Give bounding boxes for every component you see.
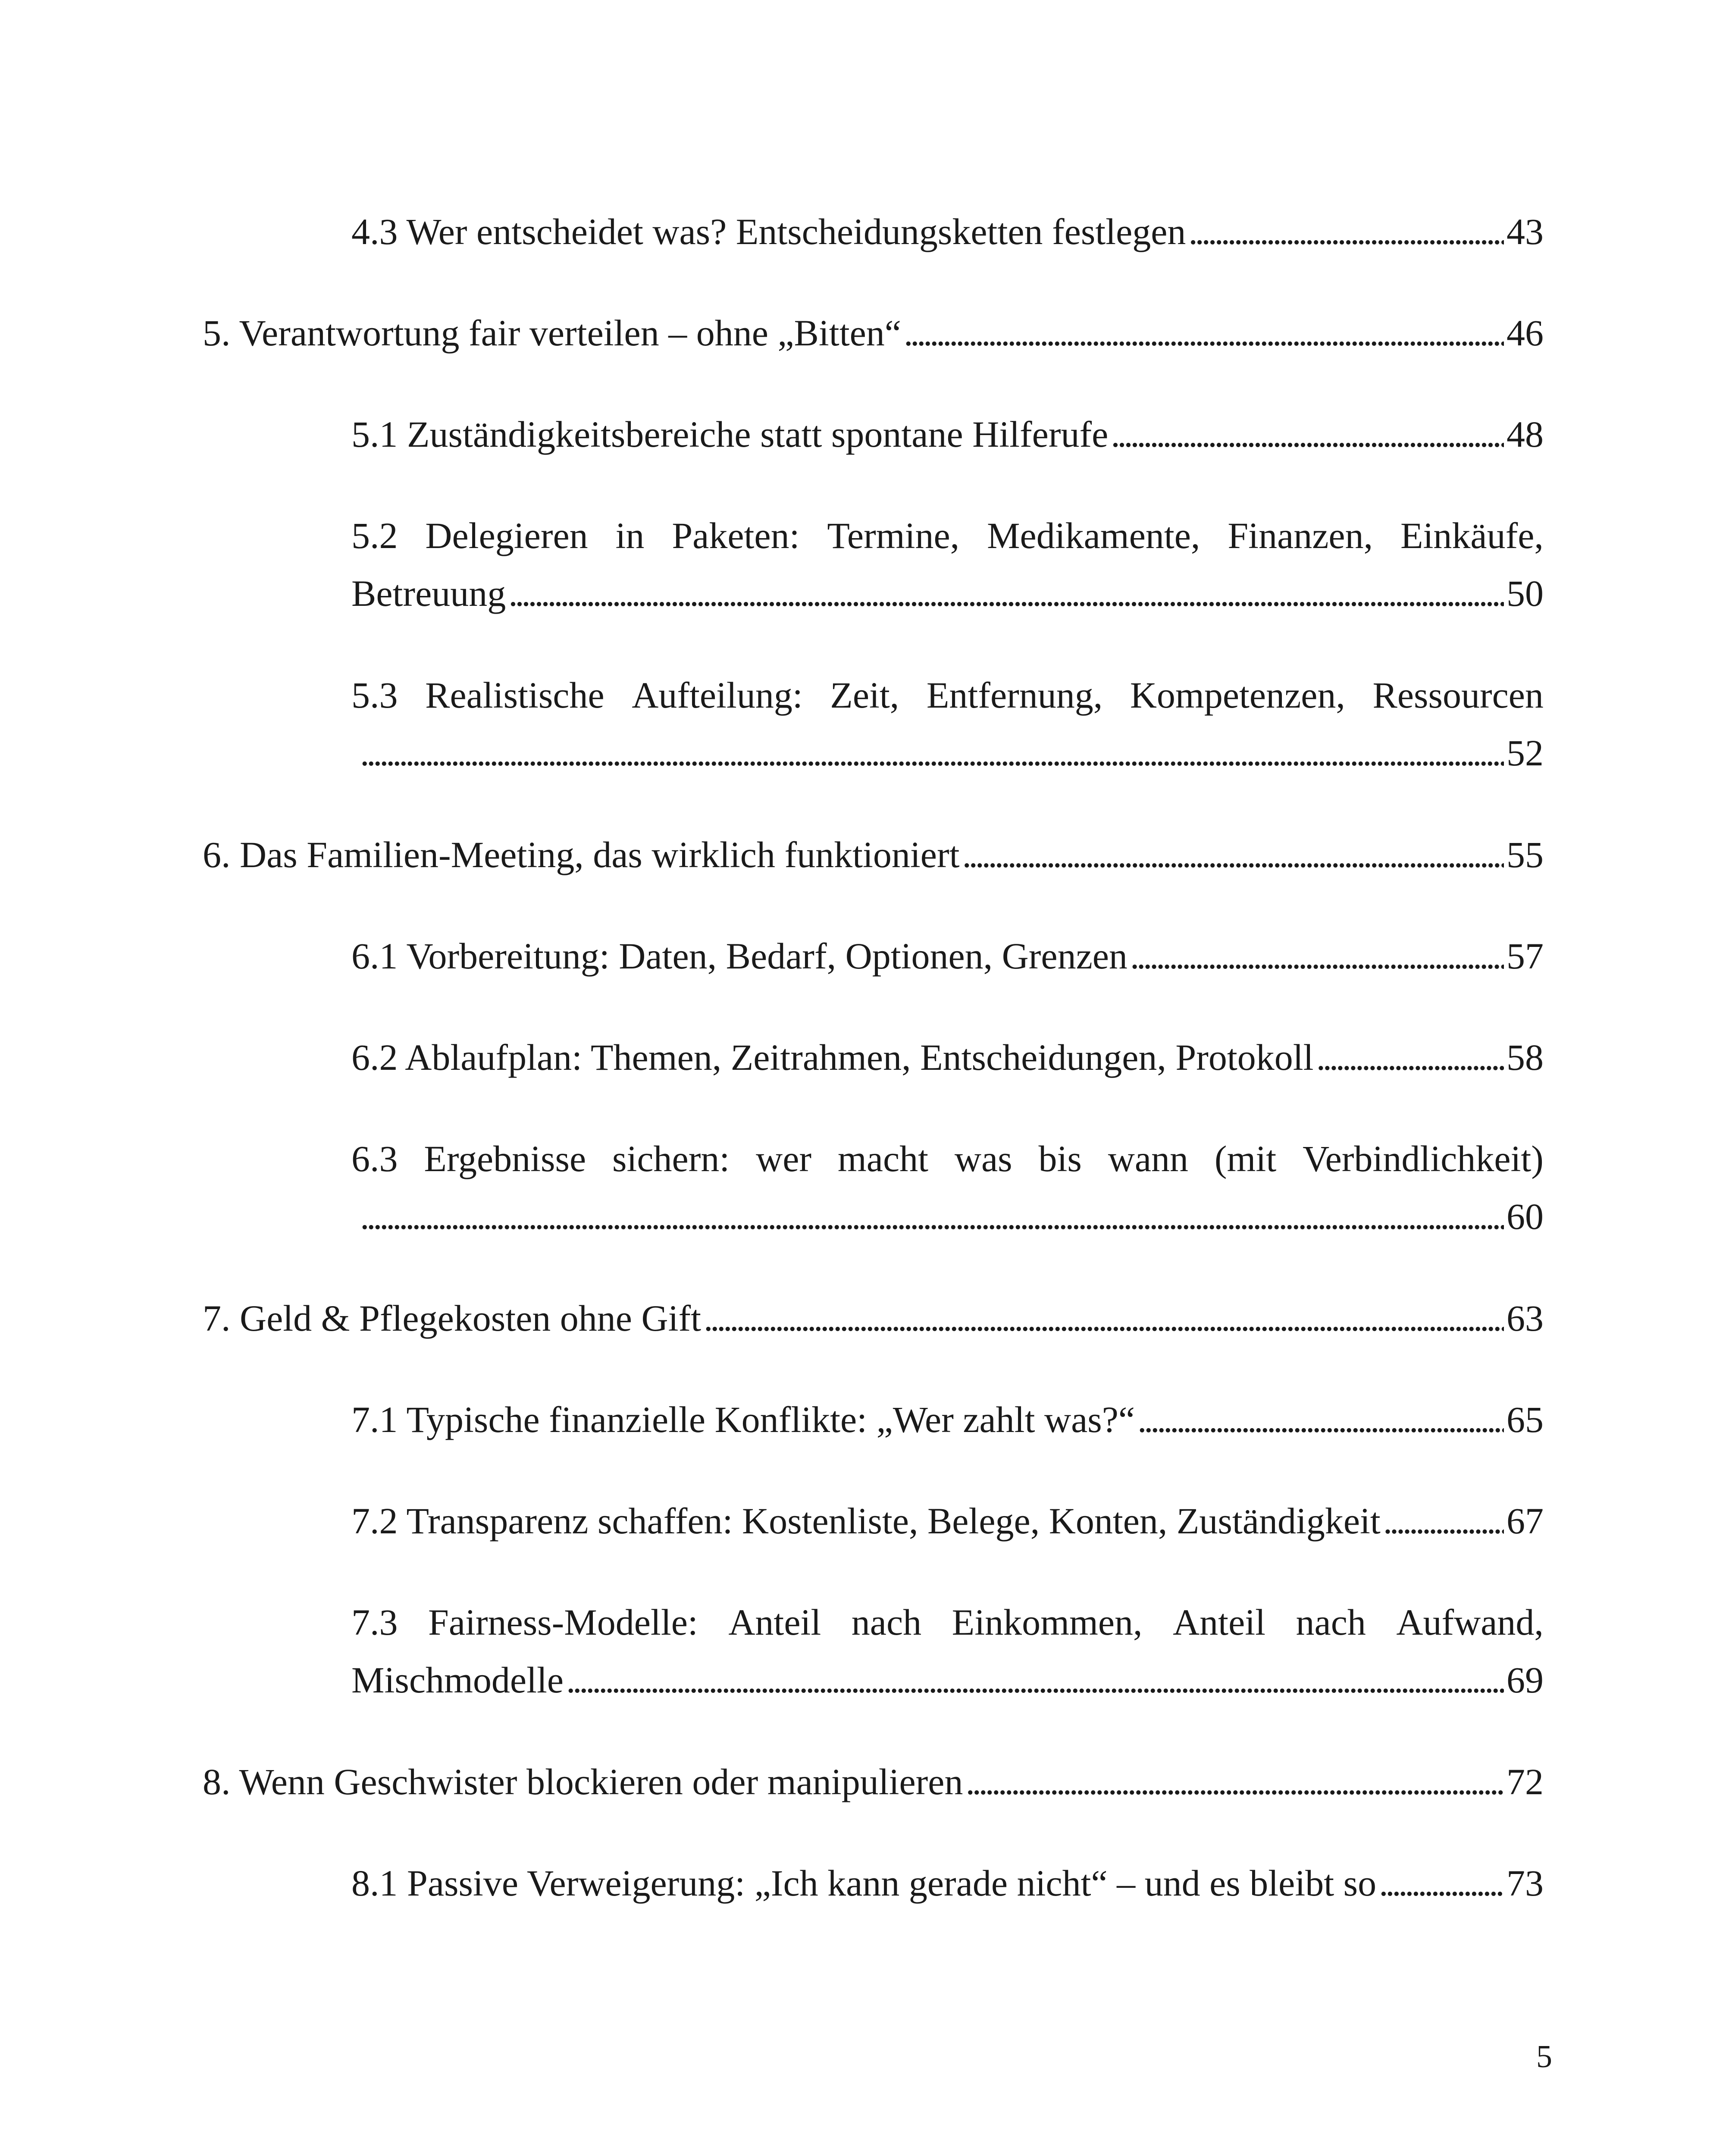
title-word: sichern: [612, 1138, 730, 1179]
title-word: Zeit, [830, 674, 899, 716]
title-word: (mit [1214, 1138, 1277, 1179]
toc-entry-title: 6.1 Vorbereitung: Daten, Bedarf, Optionen, Grenzen [351, 935, 1128, 977]
toc-entry-page: 69 [1506, 1659, 1544, 1701]
toc-entry-page: 57 [1506, 935, 1544, 977]
toc-entry-6[interactable] [203, 826, 1544, 884]
title-word: Einkommen, [952, 1601, 1143, 1643]
toc-entry-page: 48 [1506, 414, 1544, 455]
title-word: bis [1038, 1138, 1082, 1179]
toc-entry-6-1[interactable] [351, 927, 1544, 985]
title-word: Anteil [1173, 1601, 1266, 1643]
toc-entry-7-3[interactable] [351, 1593, 1544, 1709]
toc-entry-4-3[interactable] [351, 203, 1544, 260]
dot-leader [360, 724, 1504, 782]
toc-entry-page: 46 [1506, 312, 1544, 354]
title-word: was [954, 1138, 1012, 1179]
toc-entry-8-1[interactable] [351, 1854, 1544, 1912]
title-word: Finanzen, [1228, 515, 1373, 556]
toc-entry-title: 6. Das Familien-Meeting, das wirklich funktioniert [203, 834, 960, 875]
toc-entry-page: 50 [1506, 573, 1544, 614]
title-word: Termine, [827, 515, 960, 556]
title-word: Ergebnisse [424, 1138, 586, 1179]
page-number: 5 [1536, 2039, 1552, 2075]
toc-entry-title: 8. Wenn Geschwister blockieren oder manipulieren [203, 1761, 963, 1802]
toc-entry-title: 4.3 Wer entscheidet was? Entscheidungsketten festlegen [351, 211, 1186, 252]
title-word: wer [756, 1138, 812, 1179]
toc-entry-page: 55 [1506, 834, 1544, 875]
toc-entry-page: 60 [1506, 1196, 1544, 1237]
title-word: Kompetenzen, [1130, 674, 1345, 716]
toc-entry-7-2[interactable] [351, 1492, 1544, 1550]
title-word: 7.3 [351, 1601, 398, 1643]
toc-entry-page: 67 [1506, 1500, 1544, 1542]
toc-entry-page: 52 [1506, 732, 1544, 774]
dot-leader [962, 826, 1504, 884]
dot-leader [1130, 927, 1504, 985]
toc-entry-7-1[interactable] [351, 1391, 1544, 1448]
title-word: Fairness-Modelle: [428, 1601, 698, 1643]
toc-entry-7[interactable] [203, 1289, 1544, 1347]
toc-entry-5-2[interactable] [351, 507, 1544, 622]
title-word: Aufteilung: [632, 674, 803, 716]
dot-leader [1383, 1492, 1504, 1550]
toc-entry-6-3[interactable] [351, 1130, 1544, 1245]
toc-entry-title-line1 [351, 1593, 1544, 1651]
toc-entry-page: 72 [1506, 1761, 1544, 1802]
title-word: in [615, 515, 645, 556]
toc-entry-title: 7.2 Transparenz schaffen: Kostenliste, Belege, Konten, Zuständigkeit [351, 1500, 1381, 1542]
title-word: Entfernung, [926, 674, 1103, 716]
toc-entry-page: 65 [1506, 1399, 1544, 1440]
toc-entry-5[interactable] [203, 304, 1544, 362]
title-word: wann [1108, 1138, 1189, 1179]
title-word: nach [851, 1601, 922, 1643]
title-word: Medikamente, [987, 515, 1200, 556]
toc-entry-title-line2: Mischmodelle [351, 1659, 564, 1701]
toc-entry-title: 5.1 Zuständigkeitsbereiche statt spontane Hilferufe [351, 414, 1109, 455]
title-word: 5.3 [351, 674, 398, 716]
toc-entry-6-2[interactable] [351, 1028, 1544, 1086]
dot-leader [965, 1753, 1504, 1811]
title-word: Paketen: [672, 515, 800, 556]
title-word: Verbindlichkeit) [1303, 1138, 1544, 1179]
title-word: Aufwand, [1396, 1601, 1544, 1643]
dot-leader [1379, 1854, 1504, 1912]
title-word: Realistische [425, 674, 604, 716]
title-word: 5.2 [351, 515, 398, 556]
toc-entry-5-3[interactable] [351, 666, 1544, 782]
toc-entry-title-line1 [351, 507, 1544, 564]
toc-entry-5-1[interactable] [351, 405, 1544, 463]
toc-entry-page: 63 [1506, 1297, 1544, 1339]
toc-entry-title: 8.1 Passive Verweigerung: „Ich kann gerade nicht“ – und es bleibt so [351, 1862, 1377, 1904]
toc-entry-title: 7. Geld & Pflegekosten ohne Gift [203, 1297, 702, 1339]
toc-entry-page: 73 [1506, 1862, 1544, 1904]
title-word: 6.3 [351, 1138, 398, 1179]
toc-entry-title-line1 [351, 1130, 1544, 1188]
toc-entry-title: 5. Verantwortung fair verteilen – ohne „Bitten“ [203, 312, 901, 354]
toc-entry-title: 6.2 Ablaufplan: Themen, Zeitrahmen, Entscheidungen, Protokoll [351, 1037, 1314, 1078]
title-word: Einkäufe, [1400, 515, 1544, 556]
dot-leader [1111, 405, 1504, 463]
title-word: nach [1296, 1601, 1366, 1643]
dot-leader [904, 304, 1504, 362]
dot-leader [508, 564, 1504, 622]
dot-leader [1188, 203, 1504, 260]
toc-entry-title-line1 [351, 666, 1544, 724]
title-word: Anteil [728, 1601, 821, 1643]
toc-entry-page: 58 [1506, 1037, 1544, 1078]
dot-leader [360, 1188, 1504, 1245]
dot-leader [566, 1651, 1504, 1709]
title-word: macht [837, 1138, 929, 1179]
toc-entry-title: 7.1 Typische finanzielle Konflikte: „Wer zahlt was?“ [351, 1399, 1135, 1440]
dot-leader [1137, 1391, 1504, 1448]
title-word: Delegieren [425, 515, 588, 556]
dot-leader [704, 1289, 1504, 1347]
toc-entry-page: 43 [1506, 211, 1544, 252]
toc-entry-title-line2: Betreuung [351, 573, 506, 614]
toc-entry-8[interactable] [203, 1753, 1544, 1811]
dot-leader [1316, 1028, 1504, 1086]
title-word: Ressourcen [1372, 674, 1544, 716]
